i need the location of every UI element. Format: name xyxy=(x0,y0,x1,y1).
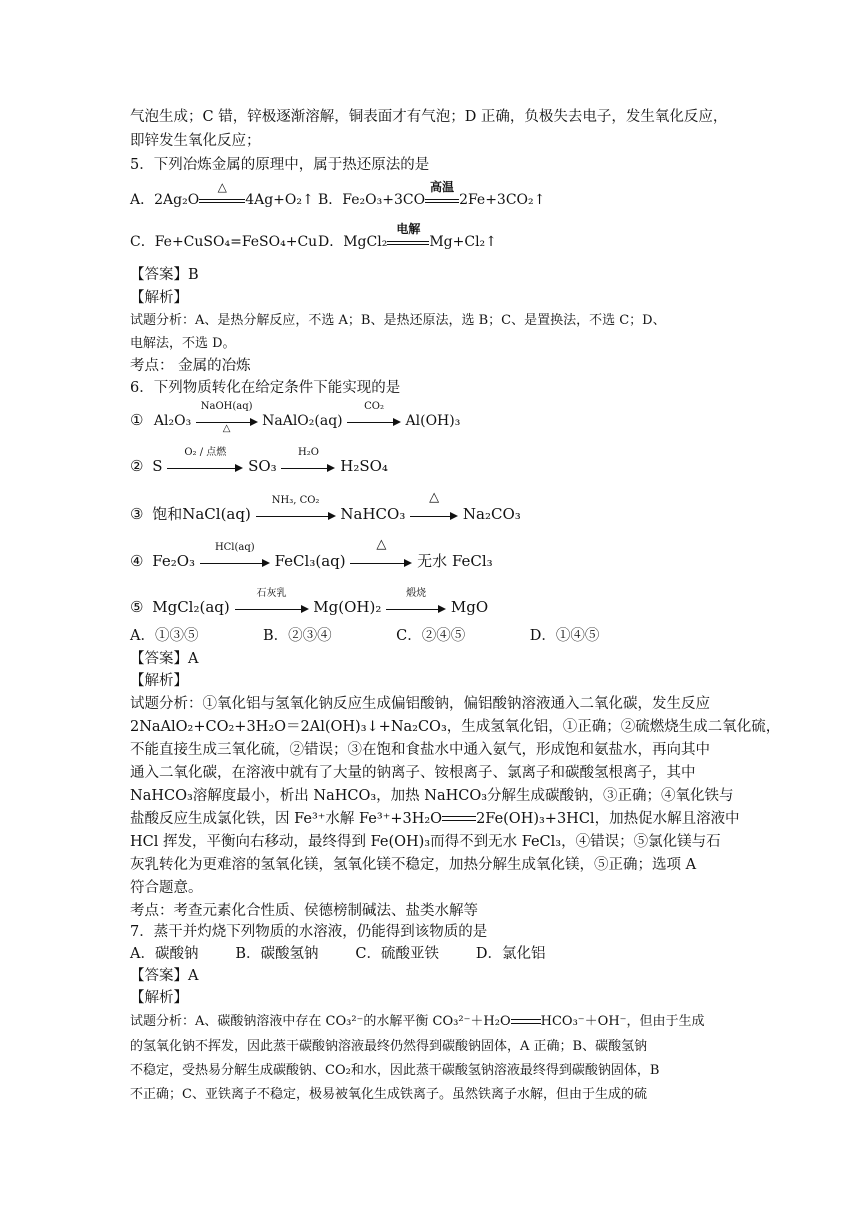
route-5 xyxy=(130,588,489,618)
arrow-condition: O₂ / 点燃 xyxy=(184,447,227,458)
analysis-heading: 【解析】 xyxy=(130,673,188,689)
q5-option-d xyxy=(318,222,497,252)
text-segment: 试题分析：A、碳酸钠溶液中存在 CO₃²⁻的水解平衡 CO₃²⁻＋H₂O xyxy=(130,1014,511,1029)
text-line: 灰乳转化为更难溶的氢氧化镁，氢氧化镁不稳定，加热分解生成氧化镁，⑤正确；选项 A xyxy=(130,857,697,873)
answer: 【答案】A xyxy=(130,968,199,984)
route-species: S xyxy=(152,457,163,475)
reaction-arrow xyxy=(386,588,446,618)
question-5: 5．下列冶炼金属的原理中，属于热还原法的是 xyxy=(130,157,430,173)
route-species: FeCl₃(aq) xyxy=(274,552,346,570)
equals-sign xyxy=(199,180,245,209)
route-species: MgO xyxy=(450,598,489,616)
q5-option-d-right: Mg+Cl₂↑ xyxy=(429,234,497,250)
route-1 xyxy=(130,401,461,434)
route-species: NaAlO₂(aq) xyxy=(262,413,343,429)
q5-option-b xyxy=(318,180,546,210)
route-3 xyxy=(130,490,521,525)
q5-option-b-right: 2Fe+3CO₂↑ xyxy=(459,192,546,208)
equals-sign xyxy=(425,180,459,209)
arrow-condition: △ xyxy=(429,490,440,505)
q6-options: A．①③⑤ B．②③④ C．②④⑤ D．①④⑤ xyxy=(130,628,600,644)
question-7: 7．蒸干并灼烧下列物质的水溶液，仍能得到该物质的是 xyxy=(130,924,488,940)
equals-sign xyxy=(387,222,429,251)
reaction-arrow xyxy=(196,401,258,434)
arrow-condition: △ xyxy=(376,537,387,552)
reaction-arrow xyxy=(167,447,243,477)
text-segment: HCO₃⁻＋OH⁻，但由于生成 xyxy=(540,1014,705,1029)
text-line: 试题分析：①氧化铝与氢氧化钠反应生成偏铝酸钠，偏铝酸钠溶液通入二氧化碳，发生反应 xyxy=(130,696,710,712)
route-2 xyxy=(130,447,388,477)
route-species: Fe₂O₃ xyxy=(152,552,196,570)
reaction-arrow xyxy=(281,447,335,477)
question-6: 6．下列物质转化在给定条件下能实现的是 xyxy=(130,380,401,396)
topic-line: 考点：考查元素化合性质、侯德榜制碱法、盐类水解等 xyxy=(130,903,478,919)
equilibrium-arrow xyxy=(442,812,476,826)
text-line: 不正确；C、亚铁离子不稳定，极易被氧化生成铁离子。虽然铁离子水解，但由于生成的硫 xyxy=(130,1087,647,1102)
route-number: ② xyxy=(130,457,144,475)
text-line: 即锌发生氧化反应； xyxy=(130,133,261,149)
text-line: 试题分析：A、是热分解反应，不选 A；B、是热还原法，选 B；C、是置换法，不选 C；D、 xyxy=(130,313,666,328)
text-line: 通入二氧化碳，在溶液中就有了大量的钠离子、铵根离子、氯离子和碳酸氢根离子，其中 xyxy=(130,765,696,781)
reaction-arrow xyxy=(350,537,412,572)
text-line: 2NaAlO₂+CO₂+3H₂O＝2Al(OH)₃↓+Na₂CO₃，生成氢氧化铝，①正确；②硫燃烧生成二氧化硫， xyxy=(130,719,781,735)
q7-options: A．碳酸钠 B．碳酸氢钠 C．硫酸亚铁 D．氯化铝 xyxy=(130,946,546,962)
text-line: 气泡生成；C 错，锌极逐渐溶解，铜表面才有气泡；D 正确，负极失去电子，发生氧化反应， xyxy=(130,109,728,125)
route-species: 饱和NaCl(aq) xyxy=(152,505,251,523)
arrow-condition: NaOH(aq) xyxy=(200,401,253,412)
route-number: ④ xyxy=(130,552,144,570)
condition-label: △ xyxy=(217,180,227,194)
text-segment: 盐酸反应生成氯化铁，因 Fe³⁺水解 Fe³⁺+3H₂O xyxy=(130,811,443,827)
route-species: Al₂O₃ xyxy=(153,413,192,429)
text-line: 的氢氧化钠不挥发，因此蒸干碳酸钠溶液最终仍然得到碳酸钠固体，A 正确；B、碳酸氢钠 xyxy=(130,1039,648,1054)
reaction-arrow xyxy=(200,542,270,572)
reaction-arrow xyxy=(235,588,309,618)
route-species: Na₂CO₃ xyxy=(462,505,521,523)
arrow-condition: HCl(aq) xyxy=(214,542,255,553)
q5-option-b-left: B．Fe₂O₃+3CO xyxy=(318,192,426,208)
route-species: SO₃ xyxy=(248,457,277,475)
text-line: 不能直接生成三氧化硫，②错误；③在饱和食盐水中通入氨气，形成饱和氨盐水，再向其中 xyxy=(130,742,710,758)
arrow-condition: NH₃, CO₂ xyxy=(271,495,320,506)
arrow-condition: CO₂ xyxy=(364,401,384,412)
route-4 xyxy=(130,537,493,572)
arrow-condition: 煅烧 xyxy=(406,588,427,599)
reaction-arrow xyxy=(347,401,401,431)
route-number: ① xyxy=(130,411,144,429)
reaction-arrow xyxy=(410,490,458,525)
text-line: HCl 挥发，平衡向右移动，最终得到 Fe(OH)₃而得不到无水 FeCl₃，④错误；⑤氯化镁与石 xyxy=(130,834,721,850)
route-number: ③ xyxy=(130,505,144,523)
answer: 【答案】A xyxy=(130,651,199,667)
route-species: Al(OH)₃ xyxy=(405,413,461,429)
analysis-heading: 【解析】 xyxy=(130,290,188,306)
condition-label: 高温 xyxy=(430,180,455,194)
topic-line: 考点： 金属的冶炼 xyxy=(130,358,251,374)
route-number: ⑤ xyxy=(130,598,144,616)
q5-option-d-left: D．MgCl₂ xyxy=(318,234,388,250)
answer: 【答案】B xyxy=(130,267,199,283)
text-line: 符合题意。 xyxy=(130,880,203,896)
q5-option-c: C．Fe+CuSO₄=FeSO₄+Cu xyxy=(130,234,318,250)
q5-option-a xyxy=(130,180,314,210)
arrow-condition: 石灰乳 xyxy=(256,588,287,599)
q5-option-a-right: 4Ag+O₂↑ xyxy=(245,192,314,208)
text-line: 电解法，不选 D。 xyxy=(130,336,236,351)
route-species: Mg(OH)₂ xyxy=(313,598,382,616)
text-line: NaHCO₃溶解度最小，析出 NaHCO₃，加热 NaHCO₃分解生成碳酸钠，③正确；④氧化铁与 xyxy=(130,788,734,804)
route-species: NaHCO₃ xyxy=(340,505,406,523)
reaction-arrow xyxy=(256,495,336,525)
route-species: 无水 FeCl₃ xyxy=(417,552,493,570)
route-species: MgCl₂(aq) xyxy=(152,598,230,616)
q5-option-a-left: A．2Ag₂O xyxy=(130,192,200,208)
text-segment: 2Fe(OH)₃+3HCl，加热促水解且溶液中 xyxy=(476,811,740,827)
route-species: H₂SO₄ xyxy=(340,457,388,475)
arrow-condition: H₂O xyxy=(297,447,319,458)
analysis-heading: 【解析】 xyxy=(130,990,188,1006)
text-line: 不稳定，受热易分解生成碳酸钠、CO₂和水，因此蒸干碳酸氢钠溶液最终得到碳酸钠固体，B xyxy=(130,1063,660,1078)
arrow-condition: △ xyxy=(222,423,231,434)
text-line xyxy=(130,1012,705,1032)
text-line xyxy=(130,809,740,829)
equilibrium-arrow xyxy=(511,1015,541,1029)
condition-label: 电解 xyxy=(396,222,421,236)
